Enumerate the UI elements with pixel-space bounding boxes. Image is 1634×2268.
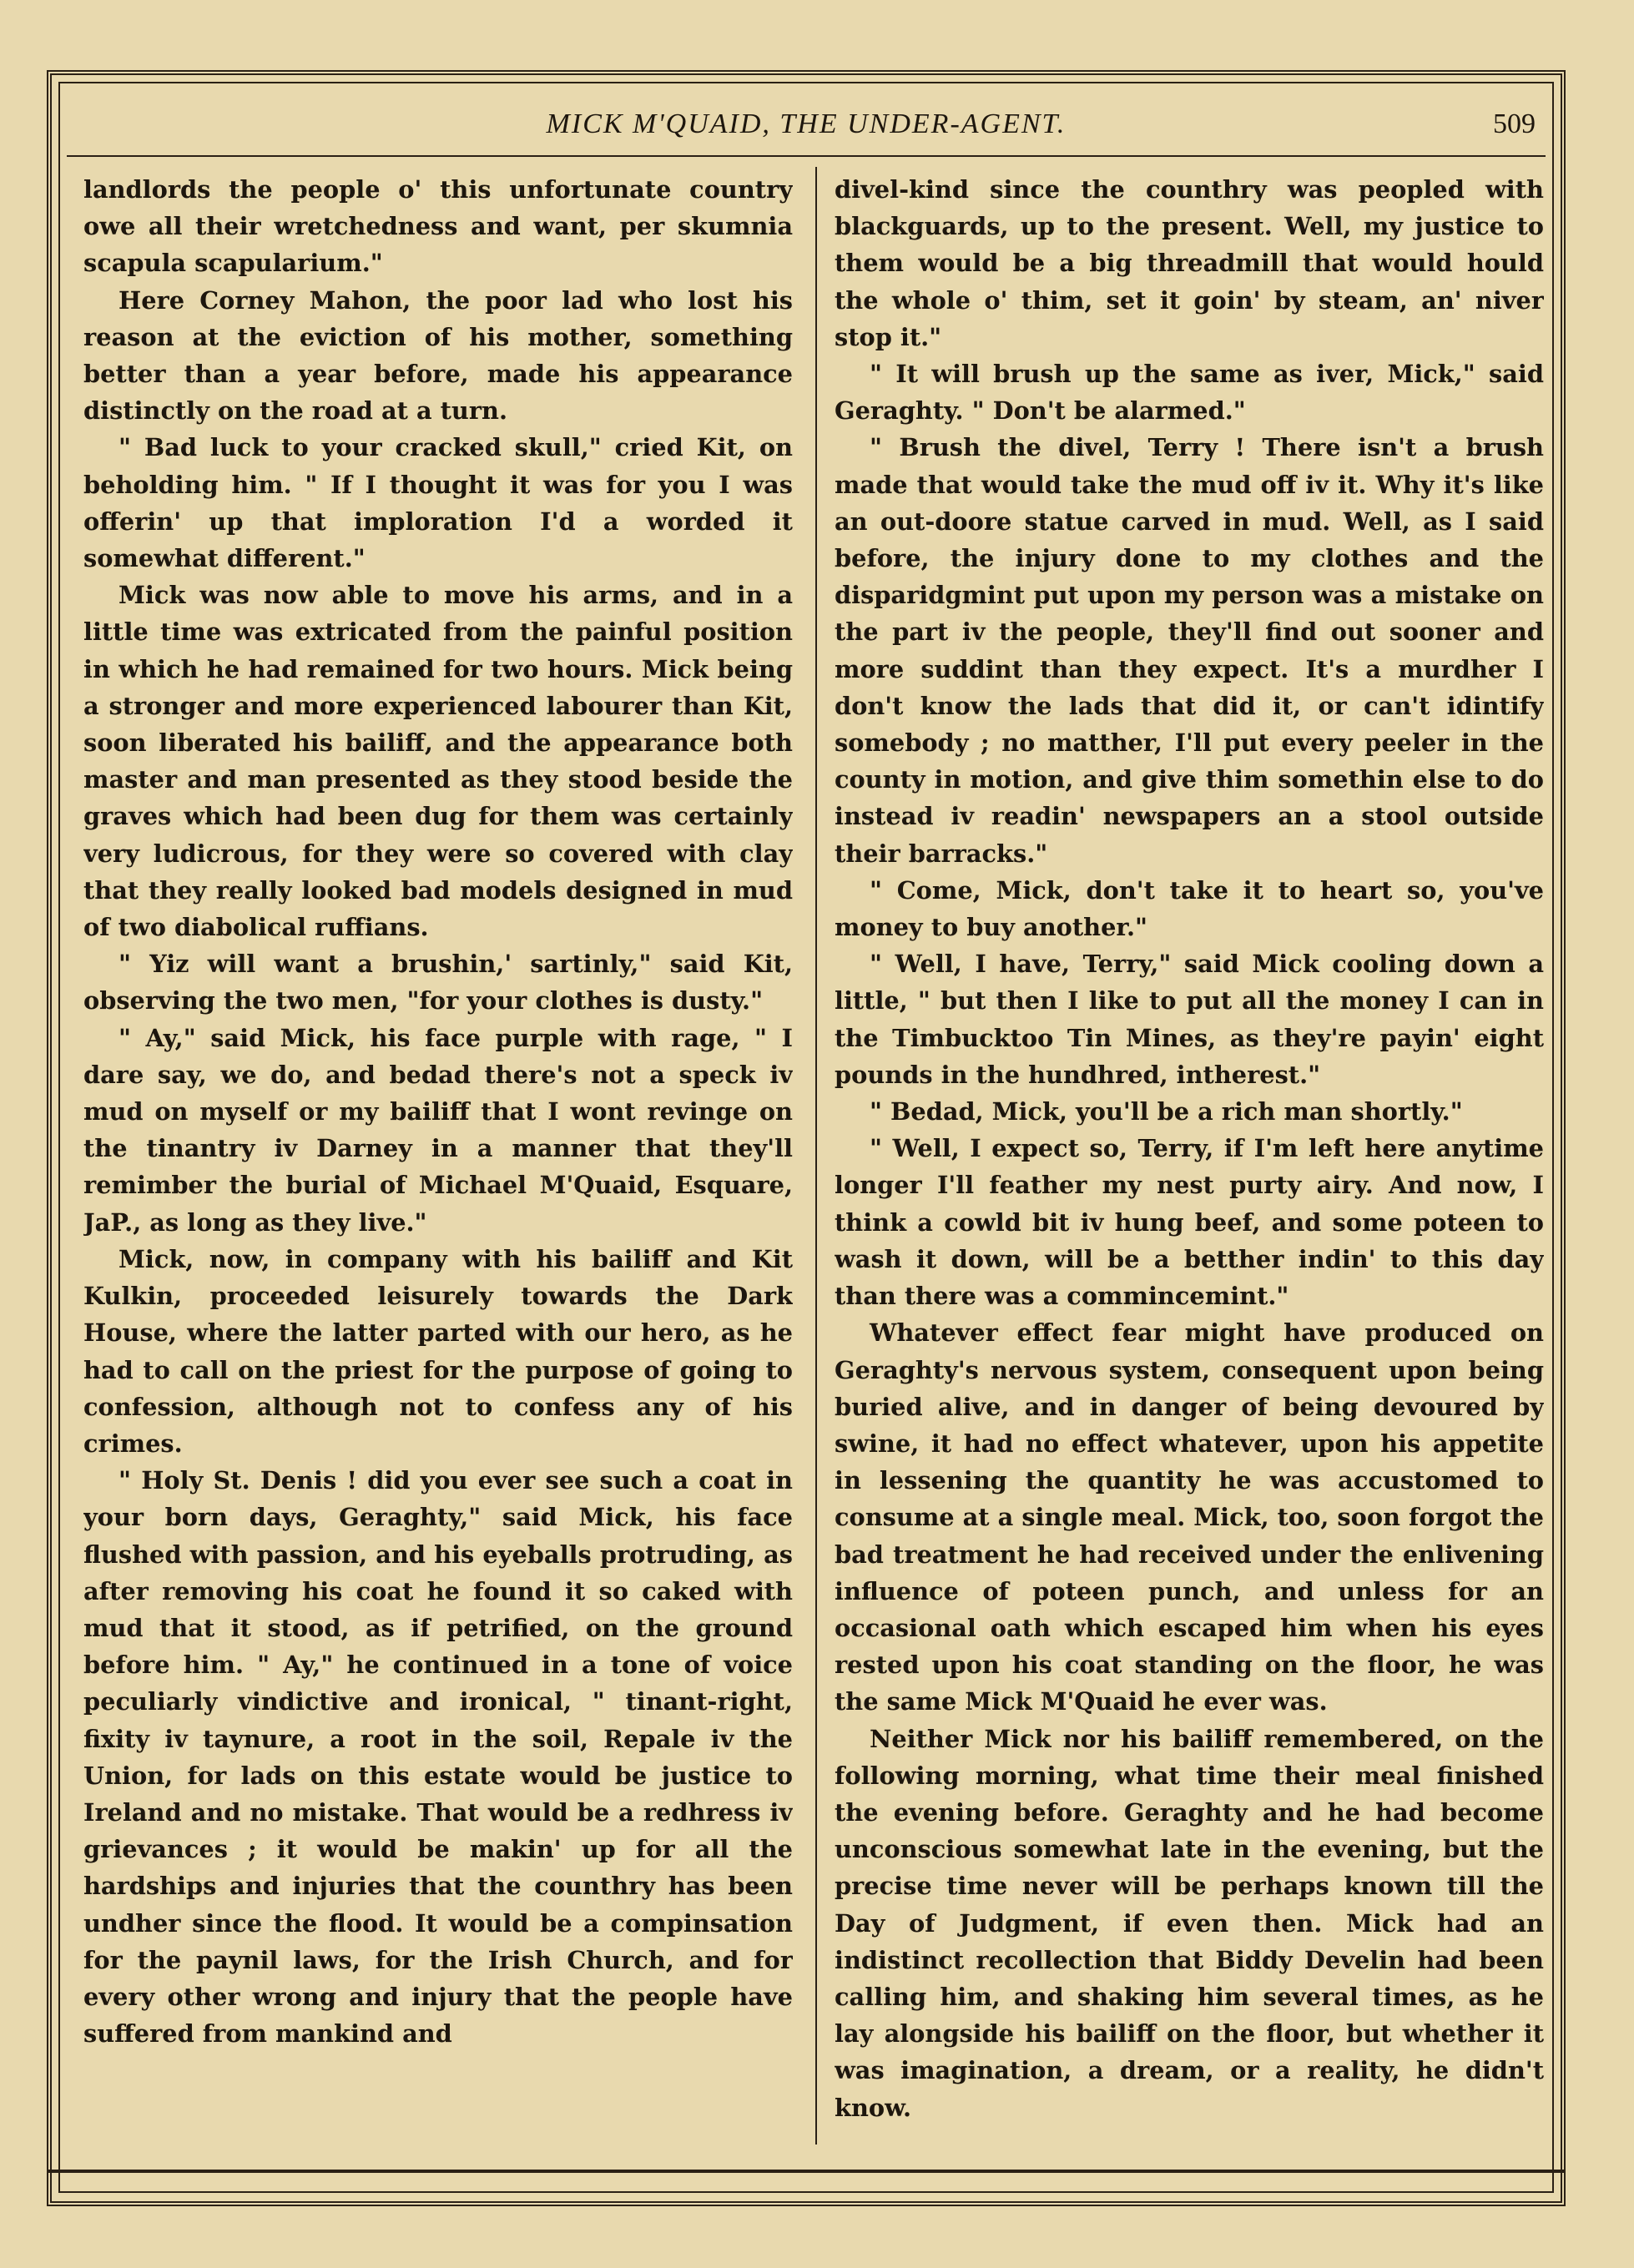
running-header xyxy=(67,105,1546,157)
paragraph: " Yiz will want a brushin,' sartinly," said Kit, observing the two men, "for your clothes is dusty." xyxy=(83,950,793,1016)
paragraph: " Bad luck to your cracked skull," cried Kit, on beholding him. " If I thought it was for you I was offerin' up that imploration I'd a worded it somewhat different." xyxy=(83,433,793,573)
paragraph: Mick, now, in company with his bailiff and Kit Kulkin, proceeded leisurely towards the Dark House, where the latter parted with our hero, as he had to call on the priest for the purpose of going to confession, although not to confess any of his crimes. xyxy=(83,1244,793,1458)
paragraph: Mick was now able to move his arms, and in a little time was extricated from the painful position in which he had remained for two hours. Mick being a stronger and more experienced labourer than Kit, soon liberated his bailiff, and the appearance both master and man presented as they stood beside the graves which had been dug for them was certainly very ludicrous, for they were so covered with clay that they really looked bad models designed in mud of two diabolical ruffians. xyxy=(83,581,793,942)
paragraph: " Come, Mick, don't take it to heart so, you've money to buy another." xyxy=(835,875,1544,942)
paragraph: " It will brush up the same as iver, Mick," said Geraghty. " Don't be alarmed." xyxy=(835,360,1544,426)
left-column xyxy=(83,171,793,2149)
paragraph: Here Corney Mahon, the poor lad who lost his reason at the eviction of his mother, something better than a year before, made his appearance distinctly on the road at a turn. xyxy=(83,285,793,426)
paragraph: " Ay," said Mick, his face purple with rage, " I dare say, we do, and bedad there's not a speck iv mud on myself or my bailiff that I wont revinge on the tinantry iv Darney in a manner that they'll remimber the burial of Michael M'Quaid, Esquare, JaP., as long as they live." xyxy=(83,1023,793,1237)
paragraph: " Brush the divel, Terry ! There isn't a brush made that would take the mud off iv it. Why it's like an out-doore statue carved in mud. Well, as I said before, the injury done to my clothes and the disparidgmint put upon my person was a mistake on the part iv the people, they'll find out sooner and more suddint than they expect. It's a murdher I don't know the lads that did it, or can't idintify somebody ; no matther, I'll put every peeler in the county in motion, and give thim somethin else to do instead iv readin' newspapers an a stool outside their barracks." xyxy=(835,433,1544,868)
paragraph: " Well, I expect so, Terry, if I'm left here anytime longer I'll feather my nest purty airy. And now, I think a cowld bit iv hung beef, and some poteen to wash it down, will be a betther indin' to this day than there was a commincemint." xyxy=(835,1134,1544,1311)
paragraph: landlords the people o' this unfortunate country owe all their wretchedness and want, per skumnia scapula scapularium." xyxy=(83,175,793,278)
column-divider xyxy=(815,167,817,2145)
paragraph: " Well, I have, Terry," said Mick cooling down a little, " but then I like to put all the money I can in the Timbucktoo Tin Mines, as they're payin' eight pounds in the hundhred, intherest." xyxy=(835,950,1544,1089)
paragraph: " Holy St. Denis ! did you ever see such a coat in your born days, Geraghty," said Mick, his face flushed with passion, and his eyeballs protruding, as after removing his coat he found it so caked with mud that it stood, as if petrified, on the ground before him. " Ay," he continued in a tone of voice peculiarly vindictive and ironical, " tinant-right, fixity iv taynure, a root in the soil, Repale iv the Union, for lads on this estate would be justice to Ireland and no mistake. That would be a redhress iv grievances ; it would be makin' up for all the hardships and injuries that the counthry has been undher since the flood. It would be a compinsation for the paynil laws, for the Irish Church, and for every other wrong and injury that the people have suffered from mankind and xyxy=(83,1466,793,2049)
right-column xyxy=(835,171,1544,2149)
paragraph: " Bedad, Mick, you'll be a rich man shortly." xyxy=(870,1097,1463,1126)
page-number: 509 xyxy=(1493,108,1536,139)
paragraph: divel-kind since the counthry was peopled with blackguards, up to the present. Well, my justice to them would be a big threadmill that would hould the whole o' thim, set it goin' by steam, an' niver stop it." xyxy=(835,175,1544,351)
paragraph: Whatever effect fear might have produced on Geraghty's nervous system, consequent upon being buried alive, and in danger of being devoured by swine, it had no effect whatever, upon his appetite in lessening the quantity he was accustomed to consume at a single meal. Mick, too, soon forgot the bad treatment he had received under the enlivening influence of poteen punch, and unless for an occasional oath which escaped him when his eyes rested upon his coat standing on the floor, he was the same Mick M'Quaid he ever was. xyxy=(835,1318,1544,1716)
bottom-rule xyxy=(47,2170,1566,2173)
running-title: MICK M'QUAID, THE UNDER-AGENT. xyxy=(546,108,1067,139)
paragraph: Neither Mick nor his bailiff remembered, on the following morning, what time their meal finished the evening before. Geraghty and he had become unconscious somewhat late in the evening, but the precise time never will be perhaps known till the Day of Judgment, if even then. Mick had an indistinct recollection that Biddy Develin had been calling him, and shaking him several times, as he lay alongside his bailiff on the floor, but whether it was imagination, a dream, or a reality, he didn't know. xyxy=(835,1724,1544,2122)
